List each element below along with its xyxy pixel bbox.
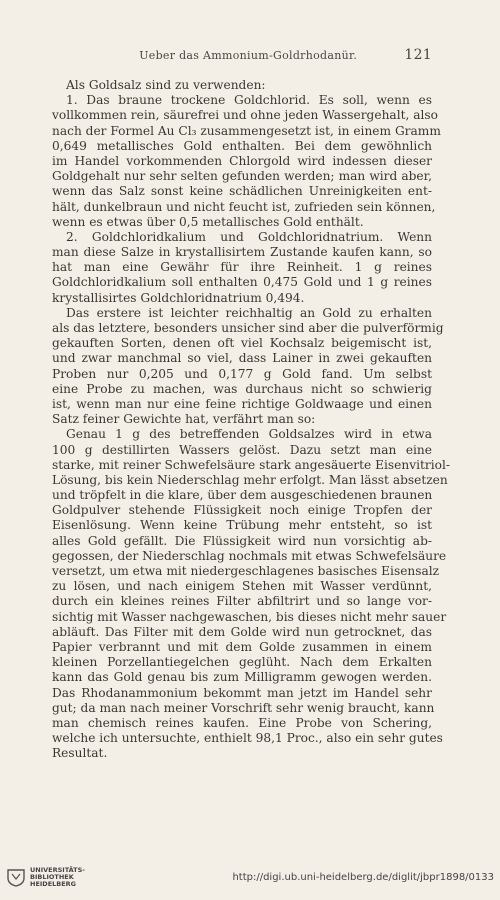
text-line: als das letztere, besonders unsicher sind aber die pulverförmig: [52, 321, 444, 335]
text-line: nach der Formel Au Cl₃ zusammengesetzt ist, in einem Gramm: [52, 123, 441, 138]
text-line: Proben nur 0,205 und 0,177 g Gold fand. Um selbst: [52, 366, 432, 381]
text-line: Resultat.: [52, 746, 108, 761]
text-line: Goldpulver stehende Flüssigkeit noch einige Tropfen der: [52, 503, 432, 518]
text-line: 100 g destillirten Wassers gelöst. Dazu setzt man eine: [52, 442, 432, 457]
text-line: gekauften Sorten, denen oft viel Kochsalz beigemischt ist,: [52, 336, 432, 351]
text-line: krystallisirtes Goldchloridnatrium 0,494.: [52, 290, 305, 305]
text-line: starke, mit reiner Schwefelsäure stark angesäuerte Eisenvitriol-: [52, 457, 450, 472]
text-line: vollkommen rein, säurefrei und ohne jeden Wassergehalt, also: [52, 108, 438, 123]
text-line: 1. Das braune trockene Goldchlorid. Es soll, wenn es: [66, 93, 432, 108]
text-line: alles Gold gefällt. Die Flüssigkeit wird nun vorsichtig ab-: [52, 533, 432, 548]
text-line: ist, wenn man nur eine feine richtige Goldwaage und einen: [52, 396, 432, 411]
text-line: im Handel vorkommenden Chlorgold wird indessen dieser: [52, 153, 432, 168]
text-line: man chemisch reines kaufen. Eine Probe von Schering,: [52, 715, 432, 730]
text-line: 2. Goldchloridkalium und Goldchloridnatrium. Wenn: [66, 229, 432, 244]
source-url-link[interactable]: http://digi.ub.uni-heidelberg.de/diglit/jbpr1898/0133: [232, 871, 494, 883]
text-line: eine Probe zu machen, was durchaus nicht so schwierig: [52, 381, 432, 396]
text-line: kann das Gold genau bis zum Milligramm gewogen werden.: [52, 670, 432, 685]
text-line: versetzt, um etwa mit niedergeschlagenes basisches Eisensalz: [52, 564, 440, 578]
library-logo[interactable]: [6, 867, 85, 888]
text-line: zu lösen, und nach einigem Stehen mit Wasser verdünnt,: [52, 579, 432, 594]
text-line: gut; da man nach meiner Vorschrift sehr wenig braucht, kann: [52, 700, 435, 715]
text-line: gegossen, der Niederschlag nochmals mit etwas Schwefelsäure: [52, 548, 447, 563]
text-line: Papier verbrannt und mit dem Golde zusammen in einem: [52, 639, 432, 654]
text-line: Lösung, bis kein Niederschlag mehr erfolgt. Man lässt absetzen: [52, 472, 448, 487]
text-line: sichtig mit Wasser nachgewaschen, bis dieses nicht mehr sauer: [52, 609, 447, 624]
text-line: Goldchloridkalium soll enthalten 0,475 Gold und 1 g reines: [52, 275, 432, 290]
text-line: kleinen Porzellantiegelchen geglüht. Nach dem Erkalten: [52, 655, 432, 670]
text-line: man diese Salze in krystallisirtem Zustande kaufen kann, so: [52, 245, 432, 260]
text-line: durch ein kleines reines Filter abfiltrirt und so lange vor-: [52, 594, 432, 609]
text-line: und tröpfelt in die klare, über dem ausgeschiedenen braunen: [52, 488, 433, 503]
text-line: abläuft. Das Filter mit dem Golde wird nun getrocknet, das: [52, 624, 432, 639]
text-line: welche ich untersuchte, enthielt 98,1 Proc., also ein sehr gutes: [52, 731, 443, 746]
footer: [0, 862, 500, 892]
text-line: Das Rhodanammonium bekommt man jetzt im Handel sehr: [52, 685, 432, 700]
text-line: Als Goldsalz sind zu verwenden:: [66, 78, 266, 92]
text-line: wenn es etwas über 0,5 metallisches Gold enthält.: [52, 214, 364, 229]
text-line: hält, dunkelbraun und nicht feucht ist, zufrieden sein können,: [52, 199, 436, 214]
running-header: [52, 47, 432, 63]
text-line: Goldgehalt nur sehr selten gefunden werden; man wird aber,: [52, 169, 432, 184]
library-name: UNIVERSITÄTS- BIBLIOTHEK HEIDELBERG: [30, 865, 85, 888]
text-line: Eisenlösung. Wenn keine Trübung mehr entsteht, so ist: [52, 518, 432, 533]
text-line: Das erstere ist leichter reichhaltig an Gold zu erhalten: [66, 305, 432, 320]
page-number: 121: [404, 47, 432, 63]
text-line: Genau 1 g des betreffenden Goldsalzes wird in etwa: [66, 427, 432, 442]
text-line: Satz feiner Gewichte hat, verfährt man so:: [52, 412, 316, 427]
body-text: [52, 78, 450, 761]
text-line: wenn das Salz sonst keine schädlichen Unreinigkeiten ent-: [52, 184, 432, 199]
text-line: und zwar manchmal so viel, dass Lainer in zwei gekauften: [52, 351, 432, 366]
running-title: Ueber das Ammonium-Goldrhodanür.: [139, 49, 358, 62]
text-line: 0,649 metallisches Gold enthalten. Bei dem gewöhnlich: [52, 138, 432, 153]
heidelberg-seal-icon: [6, 867, 26, 887]
text-line: hat man eine Gewähr für ihre Reinheit. 1 g reines: [52, 260, 432, 275]
